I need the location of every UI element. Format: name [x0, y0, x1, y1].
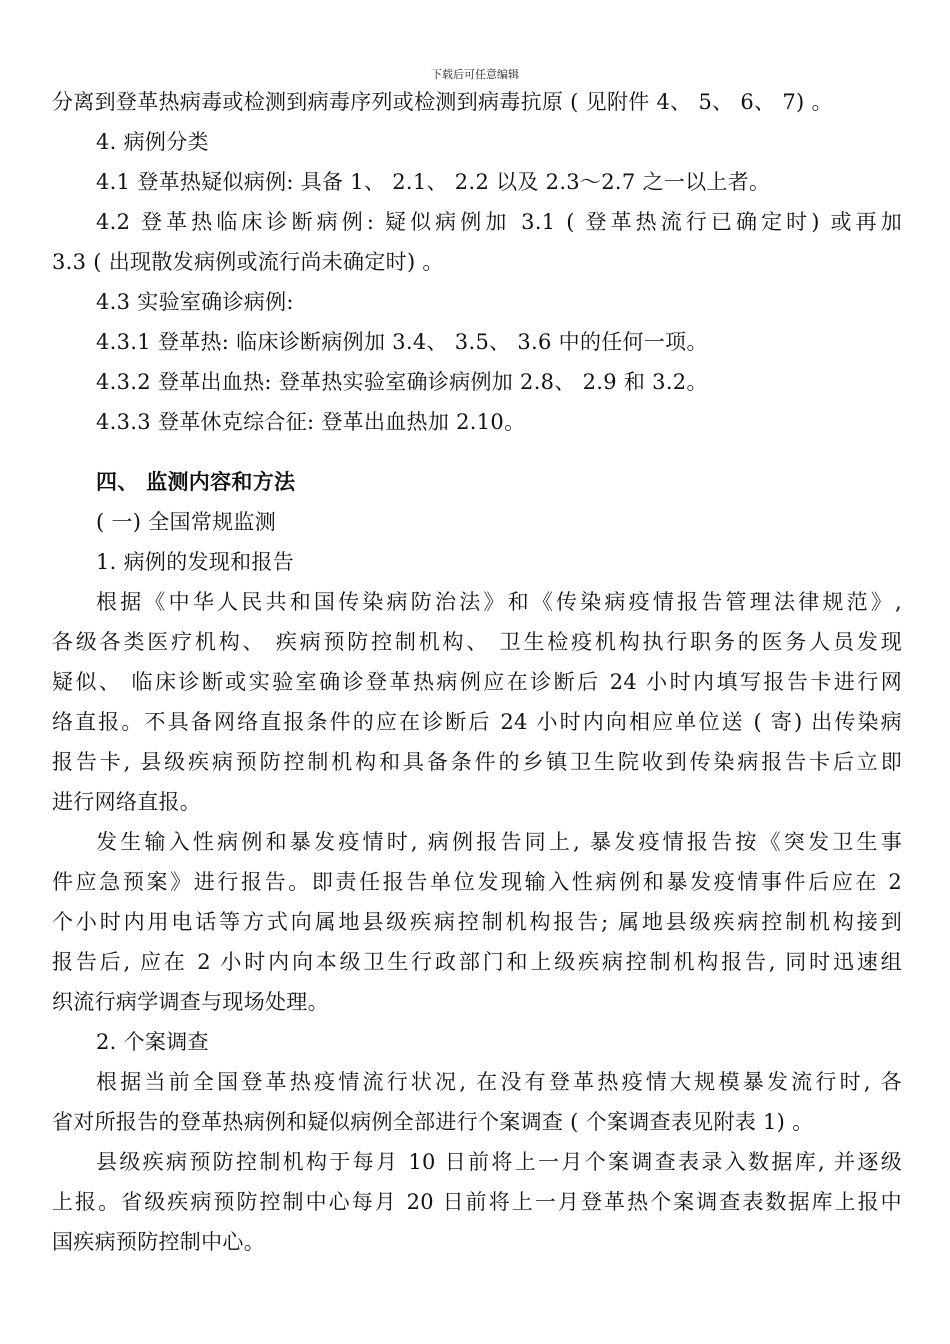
- paragraph-1-line-5: 报告卡, 县级疾病预防控制机构和具备条件的乡镇卫生院收到传染病报告卡后立即: [52, 750, 902, 774]
- item-heading-case-classification: 4. 病例分类: [96, 130, 209, 154]
- item-4-3-1: 4.3.1 登革热: 临床诊断病例加 3.4、 3.5、 3.6 中的任何一项。: [96, 330, 708, 354]
- paragraph-3-line-2: 省对所报告的登革热病例和疑似病例全部进行个案调查 ( 个案调查表见附表 1) 。: [52, 1110, 814, 1134]
- paragraph-2-line-1: 发生输入性病例和暴发疫情时, 病例报告同上, 暴发疫情报告按《突发卫生事: [96, 830, 902, 854]
- section-heading-4: 四、 监测内容和方法: [96, 469, 296, 494]
- document-body: [52, 82, 902, 1262]
- item-4-1: 4.1 登革热疑似病例: 具备 1、 2.1、 2.2 以及 2.3～2.7 之一以上者。: [96, 170, 771, 194]
- paragraph-2-line-2: 件应急预案》进行报告。即责任报告单位发现输入性病例和暴发疫情事件后应在 2: [52, 870, 902, 894]
- item-4-3-3: 4.3.3 登革休克综合征: 登革出血热加 2.10。: [96, 410, 526, 434]
- text-line-continuation: 分离到登革热病毒或检测到病毒序列或检测到病毒抗原 ( 见附件 4、 5、 6、 7) 。: [52, 90, 833, 114]
- item-4-3-2: 4.3.2 登革出血热: 登革热实验室确诊病例加 2.8、 2.9 和 3.2。: [96, 370, 708, 394]
- item-heading-case-report: 1. 病例的发现和报告: [96, 550, 295, 574]
- paragraph-2-line-5: 织流行病学调查与现场处理。: [52, 990, 329, 1014]
- item-4-2-cont: 3.3 ( 出现散发病例或流行尚未确定时) 。: [52, 250, 444, 274]
- paragraph-4-line-2: 上报。省级疾病预防控制中心每月 20 日前将上一月登革热个案调查表数据库上报中: [52, 1190, 902, 1214]
- spacer: [52, 442, 902, 462]
- paragraph-1-line-1: 根据《中华人民共和国传染病防治法》和《传染病疫情报告管理法律规范》,: [96, 590, 902, 614]
- paragraph-1-line-3: 疑似、 临床诊断或实验室确诊登革热病例应在诊断后 24 小时内填写报告卡进行网: [52, 670, 902, 694]
- item-heading-case-investigation: 2. 个案调查: [96, 1030, 209, 1054]
- paragraph-1-line-6: 进行网络直报。: [52, 790, 202, 814]
- paragraph-2-line-3: 个小时内用电话等方式向属地县级疾病控制机构报告; 属地县级疾病控制机构接到: [52, 910, 902, 934]
- paragraph-4-line-3: 国疾病预防控制中心。: [52, 1230, 265, 1254]
- paragraph-4-line-1: 县级疾病预防控制机构于每月 10 日前将上一月个案调查表录入数据库, 并逐级: [96, 1150, 902, 1174]
- paragraph-1-line-4: 络直报。不具备网络直报条件的应在诊断后 24 小时内向相应单位送 ( 寄) 出传染病: [52, 710, 902, 734]
- item-4-2: 4.2 登革热临床诊断病例: 疑似病例加 3.1 ( 登革热流行已确定时) 或再加: [96, 210, 902, 234]
- header-note: 下载后可任意编辑: [431, 68, 519, 81]
- paragraph-1-line-2: 各级各类医疗机构、 疾病预防控制机构、 卫生检疫机构执行职务的医务人员发现: [52, 630, 902, 654]
- paragraph-3-line-1: 根据当前全国登革热疫情流行状况, 在没有登革热疫情大规模暴发流行时, 各: [96, 1070, 902, 1094]
- paragraph-2-line-4: 报告后, 应在 2 小时内向本级卫生行政部门和上级疾病控制机构报告, 同时迅速组: [52, 950, 902, 974]
- subsection-heading-1: ( 一) 全国常规监测: [96, 510, 277, 534]
- item-4-3: 4.3 实验室确诊病例:: [96, 290, 294, 314]
